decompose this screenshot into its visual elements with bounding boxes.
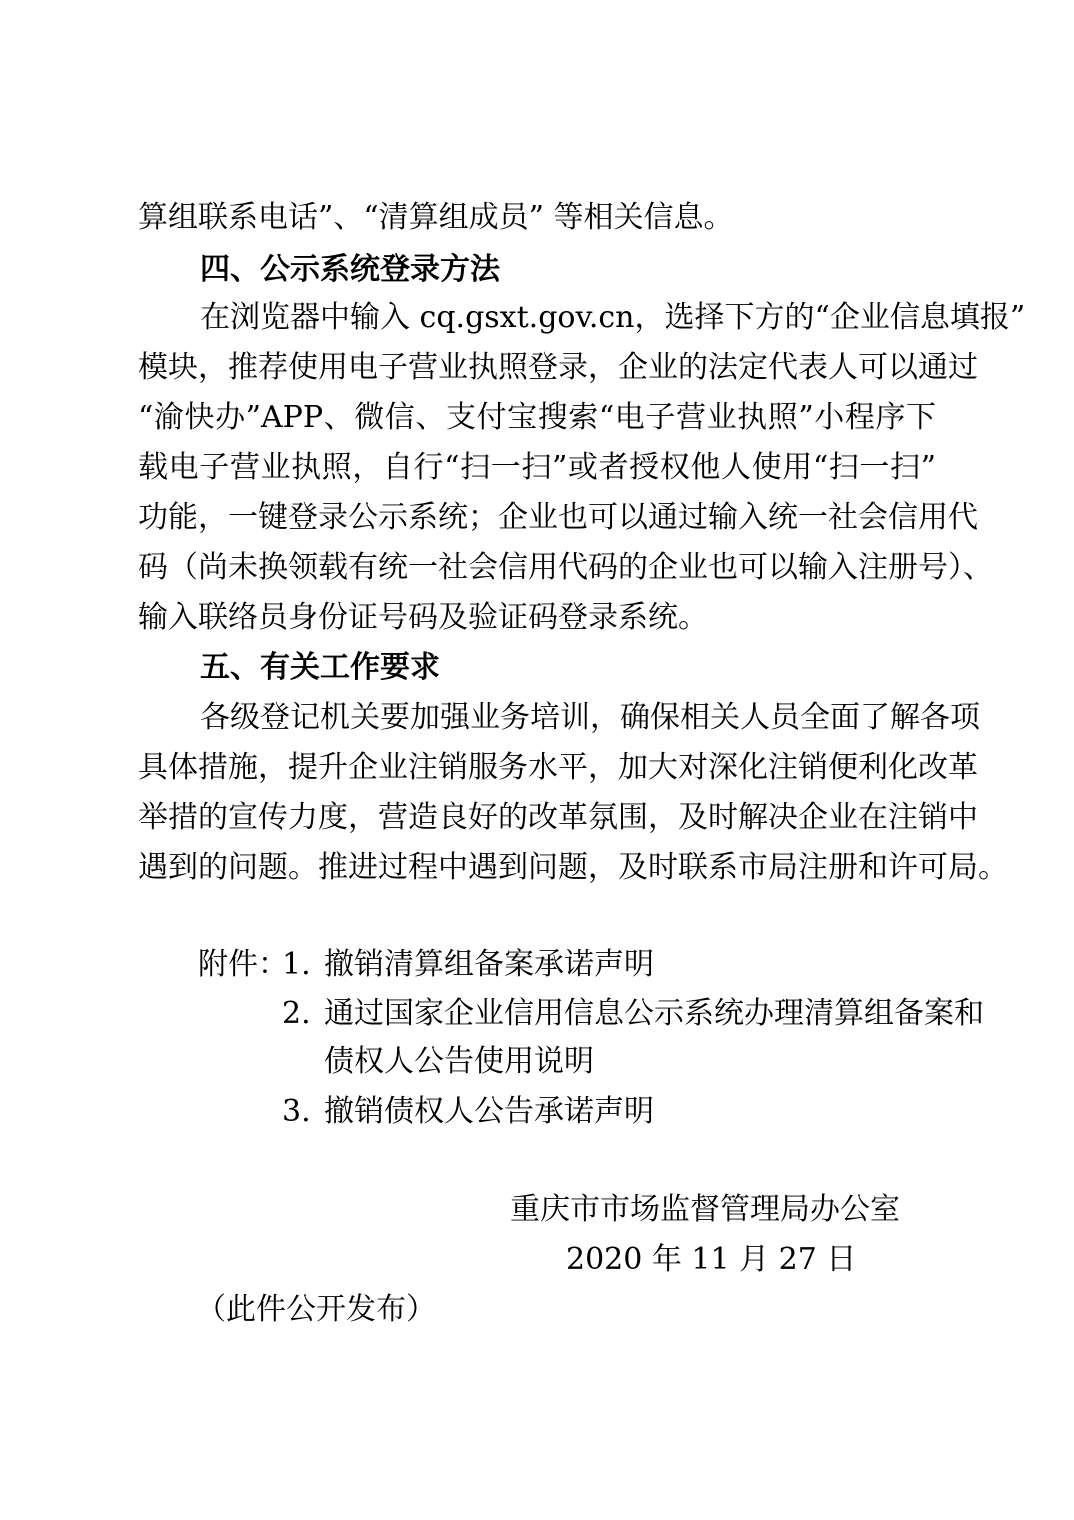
section4-heading: 四、公示系统登录方法	[200, 252, 500, 287]
section5-line-1: 各级登记机关要加强业务培训，确保相关人员全面了解各项	[200, 700, 980, 735]
section5-line-2: 具体措施，提升企业注销服务水平，加大对深化注销便利化改革	[138, 750, 978, 785]
section4-line-3: “渝快办”APP、微信、支付宝搜索“电子营业执照”小程序下	[138, 400, 936, 435]
section4-line-5: 功能，一键登录公示系统；企业也可以通过输入统一社会信用代	[138, 500, 978, 535]
section3-tail-text: 算组联系电话”、“清算组成员” 等相关信息。	[138, 200, 734, 235]
signature-date: 2020 年 11 月 27 日	[566, 1242, 857, 1277]
section5-line-3: 举措的宣传力度，营造良好的改革氛围，及时解决企业在注销中	[138, 800, 978, 835]
attachment-1-title: 撤销清算组备案承诺声明	[324, 947, 654, 982]
section4-line-4: 载电子营业执照，自行“扫一扫”或者授权他人使用“扫一扫”	[138, 450, 936, 485]
section5-line-4: 遇到的问题。推进过程中遇到问题，及时联系市局注册和许可局。	[138, 850, 1008, 885]
section4-line-1: 在浏览器中输入 cq.gsxt.gov.cn，选择下方的“企业信息填报”	[200, 300, 1026, 335]
attachment-2-title-line-1: 通过国家企业信用信息公示系统办理清算组备案和	[324, 996, 984, 1031]
footer-note: （此件公开发布）	[196, 1292, 436, 1327]
section4-line-2: 模块，推荐使用电子营业执照登录，企业的法定代表人可以通过	[138, 350, 978, 385]
attachments-label: 附件：	[198, 947, 288, 982]
section4-line-7: 输入联络员身份证号码及验证码登录系统。	[138, 600, 708, 635]
signature-org: 重庆市市场监督管理局办公室	[510, 1192, 900, 1227]
section5-heading: 五、有关工作要求	[200, 650, 440, 685]
section4-line-6: 码（尚未换领载有统一社会信用代码的企业也可以输入注册号）、	[138, 550, 993, 585]
attachment-3-number: 3.	[282, 1094, 311, 1129]
attachment-3-title: 撤销债权人公告承诺声明	[324, 1094, 654, 1129]
attachment-2-number: 2.	[282, 996, 311, 1031]
attachment-1-number: 1.	[282, 947, 311, 982]
attachment-2-title-line-2: 债权人公告使用说明	[324, 1044, 594, 1079]
